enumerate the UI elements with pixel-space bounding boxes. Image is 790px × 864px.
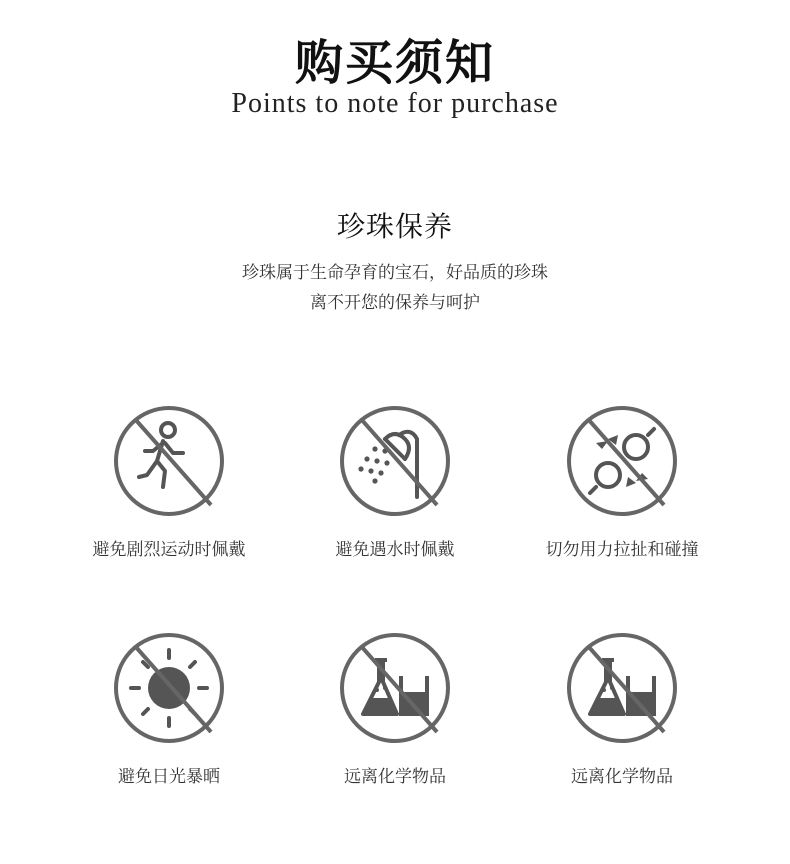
care-item-label: 避免剧烈运动时佩戴 (92, 540, 246, 560)
care-item-no-sun (59, 632, 279, 787)
care-item-label: 远离化学物品 (344, 767, 446, 787)
care-item-no-water (285, 405, 505, 560)
page-title: 购买须知 (294, 35, 495, 91)
no-shower-icon (339, 405, 451, 517)
page-subtitle: Points to note for purchase (231, 88, 559, 119)
care-item-label: 切勿用力拉扯和碰撞 (545, 540, 699, 560)
care-desc-line-1: 珍珠属于生命孕育的宝石，好品质的珍珠 (242, 263, 548, 283)
care-desc-line-2: 离不开您的保养与呵护 (310, 293, 480, 313)
care-item-label: 避免遇水时佩戴 (335, 540, 455, 560)
no-chemicals-icon (566, 632, 678, 744)
no-sunlight-icon (113, 632, 225, 744)
no-chemicals-icon (339, 632, 451, 744)
care-section-title: 珍珠保养 (336, 210, 453, 243)
no-collision-icon (566, 405, 678, 517)
care-item-label: 避免日光暴晒 (118, 767, 220, 787)
care-item-no-exercise (59, 405, 279, 560)
care-item-no-pulling (512, 405, 732, 560)
care-item-no-chemicals-1 (285, 632, 505, 787)
care-section-description (0, 258, 790, 318)
no-running-icon (113, 405, 225, 517)
care-item-no-chemicals-2 (512, 632, 732, 787)
care-item-label: 远离化学物品 (571, 767, 673, 787)
